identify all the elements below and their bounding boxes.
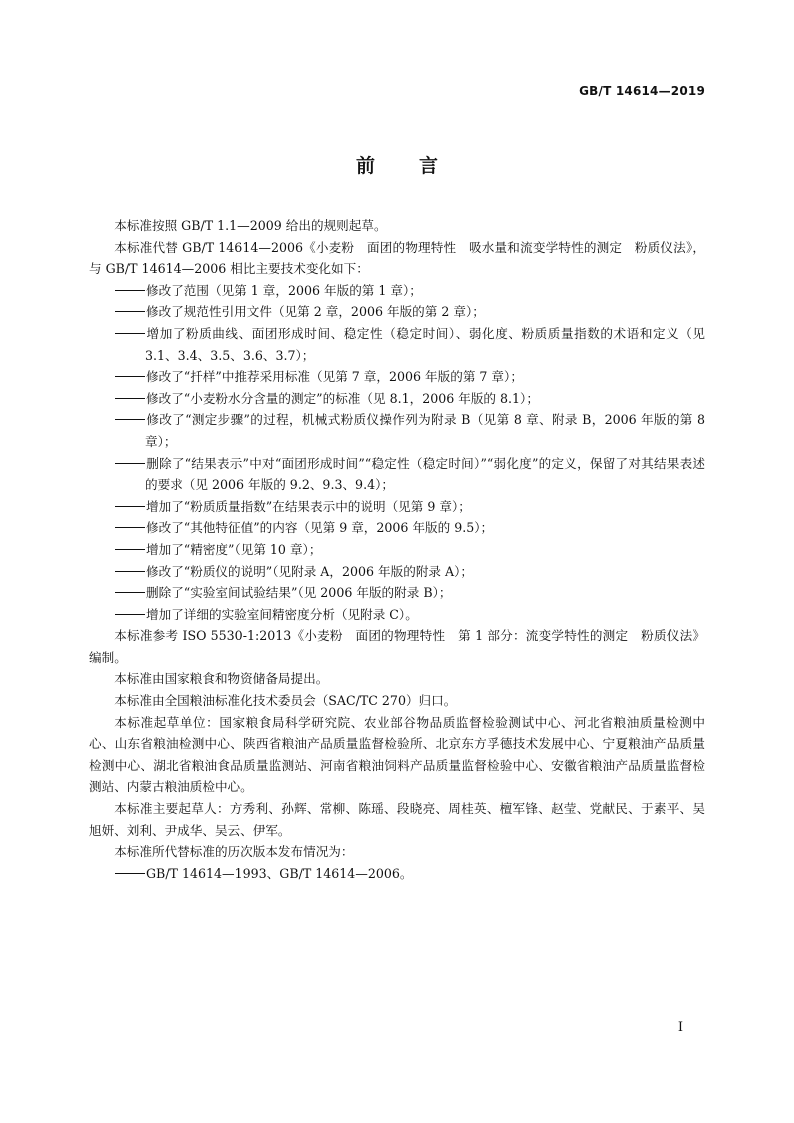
iso-reference-paragraph: 本标准参考 ISO 5530-1:2013《小麦粉 面团的物理特性 第 1 部分：流变学特性的测定 粉质仪法》编制。 (89, 628, 705, 665)
dash-mark (115, 592, 145, 593)
change-item: 修改了“粉质仪的说明”（见附录 A，2006 年版的附录 A）； (89, 561, 705, 583)
proposed-by-paragraph: 本标准由国家粮食和物资储备局提出。 (114, 671, 329, 687)
standard-number: GB/T 14614—2019 (579, 84, 705, 98)
dash-mark (115, 463, 145, 464)
dash-mark (115, 311, 145, 312)
dash-mark (115, 419, 145, 420)
replaces-paragraph: 本标准代替 GB/T 14614—2006《小麦粉 面团的物理特性 吸水量和流变学特性的测定 粉质仪法》，与 GB/T 14614—2006 相比主要技术变化如下： (89, 239, 705, 277)
change-item: 删除了“结果表示”中对“面团形成时间”“稳定性（稳定时间）”“弱化度”的定义，保留了对其结果表述的要求（见 2006 年版的 9.2、9.3、9.4）； (89, 453, 705, 496)
dash-mark (115, 506, 145, 507)
change-item: 修改了“小麦粉水分含量的测定”的标准（见 8.1，2006 年版的 8.1）； (89, 388, 705, 410)
dash-mark (115, 549, 145, 550)
change-item: 删除了“实验室间试验结果”（见 2006 年版的附录 B）； (89, 582, 705, 604)
dash-mark (115, 614, 145, 615)
change-item: 修改了“其他特征值”的内容（见第 9 章，2006 年版的 9.5）； (89, 517, 705, 539)
dash-mark (115, 527, 145, 528)
history-item: GB/T 14614—1993、GB/T 14614—2006。 (89, 863, 705, 885)
dash-mark (115, 571, 145, 572)
dash-mark (115, 398, 145, 399)
page-title: 前言 (355, 155, 482, 177)
change-item: 增加了“粉质质量指数”在结果表示中的说明（见第 9 章）； (89, 496, 705, 518)
change-item: 增加了“精密度”（见第 10 章）； (89, 539, 705, 561)
change-item: 修改了“测定步骤”的过程，机械式粉质仪操作列为附录 B（见第 8 章、附录 B，2006 年版的第 8 章）； (89, 409, 705, 452)
change-item: 修改了范围（见第 1 章，2006 年版的第 1 章）； (89, 280, 705, 302)
history-intro-paragraph: 本标准所代替标准的历次版本发布情况为： (114, 844, 354, 860)
change-item: 增加了粉质曲线、面团形成时间、稳定性（稳定时间）、弱化度、粉质质量指数的术语和定义（见 3.1、3.4、3.5、3.6、3.7）； (89, 323, 705, 366)
dash-mark (115, 376, 145, 377)
dash-mark (115, 873, 145, 874)
change-item: 增加了详细的实验室间精密度分析（见附录 C）。 (89, 604, 705, 626)
foreword-body (89, 215, 705, 884)
page-number: I (677, 1020, 683, 1035)
drafting-rule-paragraph: 本标准按照 GB/T 1.1—2009 给出的规则起草。 (114, 218, 387, 233)
drafters-paragraph: 本标准主要起草人：方秀利、孙辉、常柳、陈瑶、段晓亮、周桂英、檀军锋、赵莹、党献民、于素平、吴旭妍、刘利、尹成华、吴云、伊军。 (89, 801, 705, 838)
drafting-units-paragraph: 本标准起草单位：国家粮食局科学研究院、农业部谷物品质监督检验测试中心、河北省粮油质量检测中心、山东省粮油检测中心、陕西省粮油产品质量监督检验所、北京东方孚德技术发展中心、宁夏粮油产品质量检测中心、湖北省粮油食品质量监测站、河南省粮油饲料产品质量监督检验中心、安徽省粮油产品质量监督检测站、内蒙古粮油质检中心。 (89, 714, 705, 795)
dash-mark (115, 333, 145, 334)
dash-mark (115, 290, 145, 291)
centralized-by-paragraph: 本标准由全国粮油标准化技术委员会（SAC/TC 270）归口。 (114, 693, 457, 709)
change-item: 修改了规范性引用文件（见第 2 章，2006 年版的第 2 章）； (89, 301, 705, 323)
change-item: 修改了“扦样”中推荐采用标准（见第 7 章，2006 年版的第 7 章）； (89, 366, 705, 388)
